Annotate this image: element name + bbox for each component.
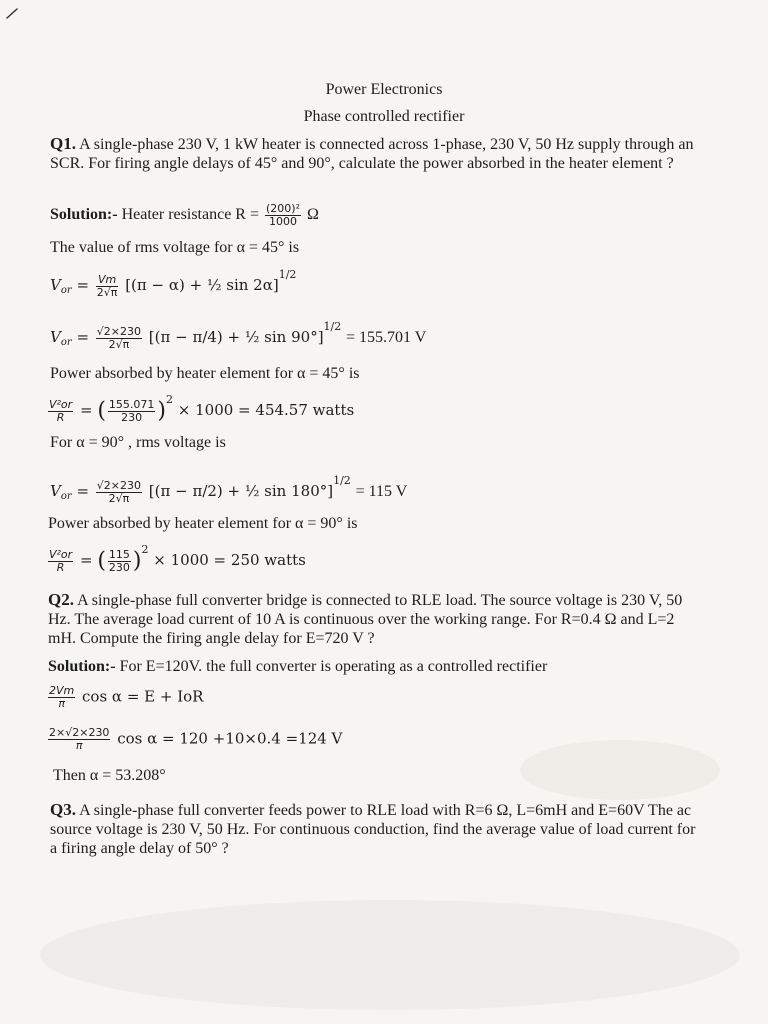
q2-eq2-denominator: π	[75, 739, 83, 752]
p45-numerator: 155.071	[108, 397, 155, 411]
q2-then-line: Then α = 53.208°	[53, 767, 166, 784]
q1-power-equation-90: $\frac{\text{V²or}}{R}$ = ( $\frac{115}{230}$ )$^2$ × 1000 = 250 watts	[49, 543, 306, 574]
eq2-numerator: √2×230	[96, 324, 142, 338]
eq2-exponent: 1/2	[323, 320, 342, 333]
q3-text: A single-phase full converter feeds power to RLE load with R=6 Ω, L=6mH and E=60V The ac source voltage is 230 V, 50 Hz. For continuous conduction, find the average value of load current for a firing angle delay of 50° ?	[50, 802, 696, 857]
q1-r-denominator: 1000	[268, 215, 297, 228]
q1-question	[50, 134, 700, 173]
eq2-body: [(π − π/4) + ½ sin 90°]	[148, 328, 324, 346]
eq2-result: = 155.701 V	[346, 329, 427, 346]
q1-r-unit: Ω	[306, 206, 319, 224]
p90-numerator: 115	[108, 547, 130, 561]
q2-eq1-numerator: 2Vm	[49, 684, 75, 697]
q2-label: Q2.	[48, 590, 74, 609]
page-bottom-shadow	[40, 900, 740, 1010]
p45-result: × 1000 = 454.57 watts	[177, 401, 355, 419]
q2-eq1-denominator: π	[58, 697, 65, 710]
eq3-fraction	[96, 480, 142, 505]
eq2-fraction	[96, 326, 142, 351]
page-title: Power Electronics	[325, 81, 443, 98]
eq1-fraction	[96, 274, 119, 299]
eq1-lhs: V	[50, 276, 61, 294]
q1-solution-text: Heater resistance R =	[121, 206, 259, 224]
q2-eq2-fraction	[48, 727, 110, 752]
q1-power-line-90: Power absorbed by heater element for α = 90° is	[48, 515, 358, 532]
p90-result: × 1000 = 250 watts	[153, 551, 306, 569]
page-smudge	[520, 740, 720, 800]
p90-lhs-fraction	[48, 549, 73, 574]
q1-power-equation-45: $\frac{\text{V²or}}{R}$ = ( $\frac{155.071}{230}$ )$^2$ × 1000 = 454.57 watts	[49, 393, 355, 424]
q1-solution-label: Solution:-	[50, 206, 118, 224]
q2-equation-2	[46, 727, 342, 752]
q2-solution-line	[48, 657, 547, 676]
q2-eq1-fraction	[48, 685, 75, 710]
eq3-body: [(π − π/2) + ½ sin 180°]	[148, 482, 334, 500]
p45-lhs-numerator: V²or	[49, 397, 73, 411]
p45-lhs-denominator: R	[56, 410, 65, 424]
q2-question	[48, 590, 700, 648]
q1-equation-2: $V_{or}$ = $\frac{√2\times 230}{2√\pi}$ [(π − π/4) + ½ sin 90°]$^{1/2}$ = 155.701 V	[50, 320, 427, 351]
q2-equation-1	[46, 685, 203, 710]
eq1-exponent: 1/2	[278, 268, 297, 281]
q2-eq1-body: cos α = E + IoR	[82, 687, 204, 706]
q2-eq2-numerator: 2×√2×230	[49, 726, 110, 739]
q3-label: Q3.	[50, 800, 76, 819]
p90-fraction	[108, 549, 131, 574]
pen-mark-icon	[4, 6, 20, 20]
p45-denominator: 230	[121, 410, 143, 424]
eq3-denominator: 2√π	[108, 491, 130, 505]
eq3-numerator: √2×230	[96, 478, 142, 492]
eq1-numerator: Vm	[96, 274, 119, 287]
eq1-lhs-sub: or	[60, 285, 72, 296]
p45-fraction	[108, 399, 156, 424]
q1-power-line-45: Power absorbed by heater element for α = 45° is	[50, 365, 360, 382]
q1-label: Q1.	[50, 134, 76, 153]
p90-denominator: 230	[108, 560, 130, 574]
q1-alpha90-line: For α = 90° , rms voltage is	[50, 434, 226, 451]
q1-solution-line	[50, 203, 319, 228]
q1-rms-line: The value of rms voltage for α = 45° is	[50, 239, 300, 256]
eq3-result: = 115 V	[355, 483, 408, 500]
q1-r-numerator: (200)²	[265, 202, 300, 215]
q1-text: A single-phase 230 V, 1 kW heater is connected across 1-phase, 230 V, 50 Hz supply through an SCR. For firing angle delays of 45° and 90°, calculate the power absorbed in the heater element ?	[50, 136, 694, 172]
eq1-body: [(π − α) + ½ sin 2α]	[125, 276, 279, 294]
q1-equation-3: $V_{or}$ = $\frac{√2\times 230}{2√\pi}$ [(π − π/2) + ½ sin 180°]$^{1/2}$ = 115 V	[50, 474, 408, 505]
q2-solution-text: For E=120V. the full converter is operating as a controlled rectifier	[119, 658, 548, 675]
q1-resistance-fraction	[265, 203, 301, 228]
eq3-exponent: 1/2	[333, 474, 351, 487]
p45-lhs-fraction	[48, 399, 73, 424]
q3-question	[50, 800, 702, 858]
eq2-denominator: 2√π	[108, 337, 130, 351]
page-subtitle: Phase controlled rectifier	[303, 108, 465, 125]
q1-equation-1: $V_{or}$ = $\frac{Vm}{2√\pi}$ [(π − α) + ½ sin 2α]$^{1/2}$	[50, 268, 297, 299]
q2-text: A single-phase full converter bridge is connected to RLE load. The source voltage is 230 V, 50 Hz. The average load current of 10 A is continuous over the working range. For R=0.4 Ω and L=2 mH. Compute the firing angle delay for E=720 V ?	[48, 592, 683, 647]
q2-solution-label: Solution:-	[48, 658, 116, 675]
p90-lhs-numerator: V²or	[49, 547, 73, 561]
eq1-denominator: 2√π	[96, 285, 118, 299]
q2-eq2-body: cos α = 120 +10×0.4 =124 V	[117, 729, 343, 748]
p90-lhs-denominator: R	[56, 560, 65, 574]
